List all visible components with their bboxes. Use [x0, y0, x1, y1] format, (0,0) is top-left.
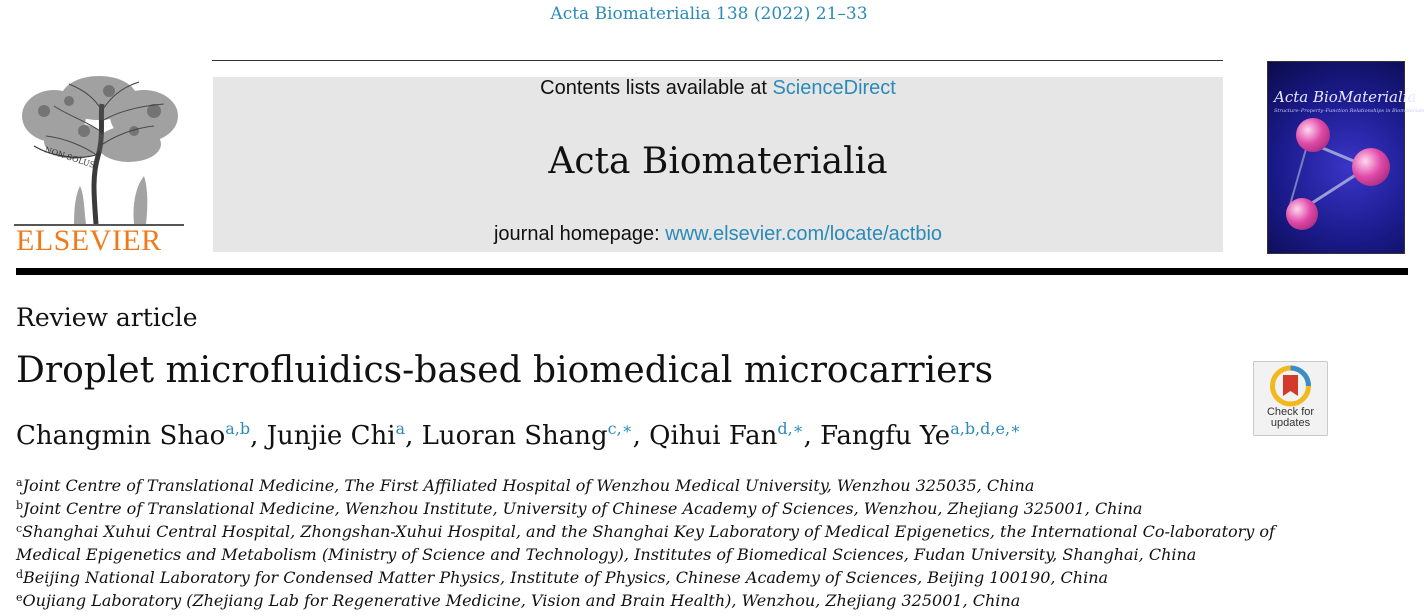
elsevier-wordmark: ELSEVIER: [16, 224, 162, 257]
header-thick-rule: [16, 268, 1408, 275]
contents-prefix: Contents lists available at: [540, 77, 773, 99]
journal-citation[interactable]: Acta Biomaterialia 138 (2022) 21–33: [550, 4, 868, 24]
check-for-updates-button[interactable]: [1253, 361, 1328, 436]
author-name[interactable]: Luoran Shang: [421, 421, 608, 451]
journal-homepage-link[interactable]: www.elsevier.com/locate/actbio: [665, 223, 943, 245]
affiliation-key: b: [16, 499, 24, 512]
affiliation-key: d: [16, 568, 24, 581]
author-list: Changmin Shao$^{a,b}$, Junjie Chi$^a$, Luoran Shang$^{c,∗}$, Qihui Fan$^{d,∗}$, Fangfu $Ye^{a,b,d,e,∗}$: [16, 419, 1021, 451]
journal-name: Acta Biomaterialia: [548, 141, 888, 182]
cover-subtitle: Structure–Property–Function Relationships in Biomaterials: [1274, 108, 1424, 114]
author-name[interactable]: Changmin Shao: [16, 421, 226, 451]
affiliation-text: Beijing National Laboratory for Condensed Matter Physics, Institute of Physics, Chinese Academy of Sciences, Beijing 100190, China: [23, 568, 1109, 587]
affiliation-line: [16, 566, 1275, 589]
contents-line: [213, 77, 1223, 100]
affiliation-list: [16, 474, 1275, 612]
cover-sphere: [1296, 118, 1330, 152]
logo-motto: NON SOLUS: [43, 145, 97, 170]
affiliation-key: a: [16, 476, 23, 489]
affiliation-key: c: [16, 522, 23, 535]
header-divider: [212, 60, 1223, 61]
check-updates-line2: updates: [1270, 417, 1311, 429]
author-affiliation-marks[interactable]: d,∗: [777, 419, 804, 438]
affiliation-text: Joint Centre of Translational Medicine, The First Affiliated Hospital of Wenzhou Medical University, Wenzhou 325035, China: [22, 476, 1035, 495]
check-updates-line1: Check for: [1266, 406, 1315, 418]
affiliation-line: [16, 497, 1275, 520]
affiliation-text: Shanghai Xuhui Central Hospital, Zhongshan-Xuhui Hospital, and the Shanghai Key Laboratory of Medical Epigenetics, the International Co-laboratory of: [22, 522, 1275, 541]
author-affiliation-marks[interactable]: c,∗: [607, 419, 633, 438]
affiliation-text: Medical Epigenetics and Metabolism (Ministry of Science and Technology), Institutes of Biomedical Sciences, Fudan University, Shanghai, China: [16, 545, 1197, 564]
check-updates-label: [1254, 407, 1327, 429]
journal-cover-image[interactable]: [1267, 61, 1424, 254]
cover-title: Acta BioMaterialia: [1274, 88, 1417, 106]
article-title: Droplet microfluidics-based biomedical microcarriers: [16, 350, 994, 391]
affiliation-text: Joint Centre of Translational Medicine, Wenzhou Institute, University of Chinese Academy of Sciences, Wenzhou, Zhejiang 325001, China: [23, 499, 1143, 518]
cover-sphere: [1352, 148, 1390, 186]
affiliation-line: [16, 474, 1275, 497]
author-affiliation-marks[interactable]: a: [395, 419, 406, 438]
homepage-line: [213, 223, 1223, 246]
elsevier-tree-icon: [14, 76, 184, 226]
homepage-prefix: journal homepage:: [493, 223, 666, 245]
author-name[interactable]: Junjie Chi: [266, 421, 396, 451]
sciencedirect-link[interactable]: ScienceDirect: [772, 77, 896, 99]
article-type: Review article: [16, 303, 198, 332]
affiliation-line: [16, 520, 1275, 543]
journal-banner: [213, 77, 1223, 252]
author-name[interactable]: Qihui Fan: [649, 421, 778, 451]
affiliation-line: [16, 589, 1275, 612]
affiliation-text: Oujiang Laboratory (Zhejiang Lab for Regenerative Medicine, Vision and Brain Health), Wenzhou, Zhejiang 325001, China: [22, 591, 1021, 610]
author-affiliation-marks[interactable]: a,b,d,e,∗: [950, 419, 1021, 438]
author-name[interactable]: Fangfu Ye: [820, 421, 951, 451]
check-updates-icon: [1254, 362, 1327, 407]
cover-sphere: [1286, 198, 1318, 230]
affiliation-line: [16, 543, 1275, 566]
author-affiliation-marks[interactable]: a,b: [225, 419, 251, 438]
affiliation-key: e: [16, 591, 23, 604]
